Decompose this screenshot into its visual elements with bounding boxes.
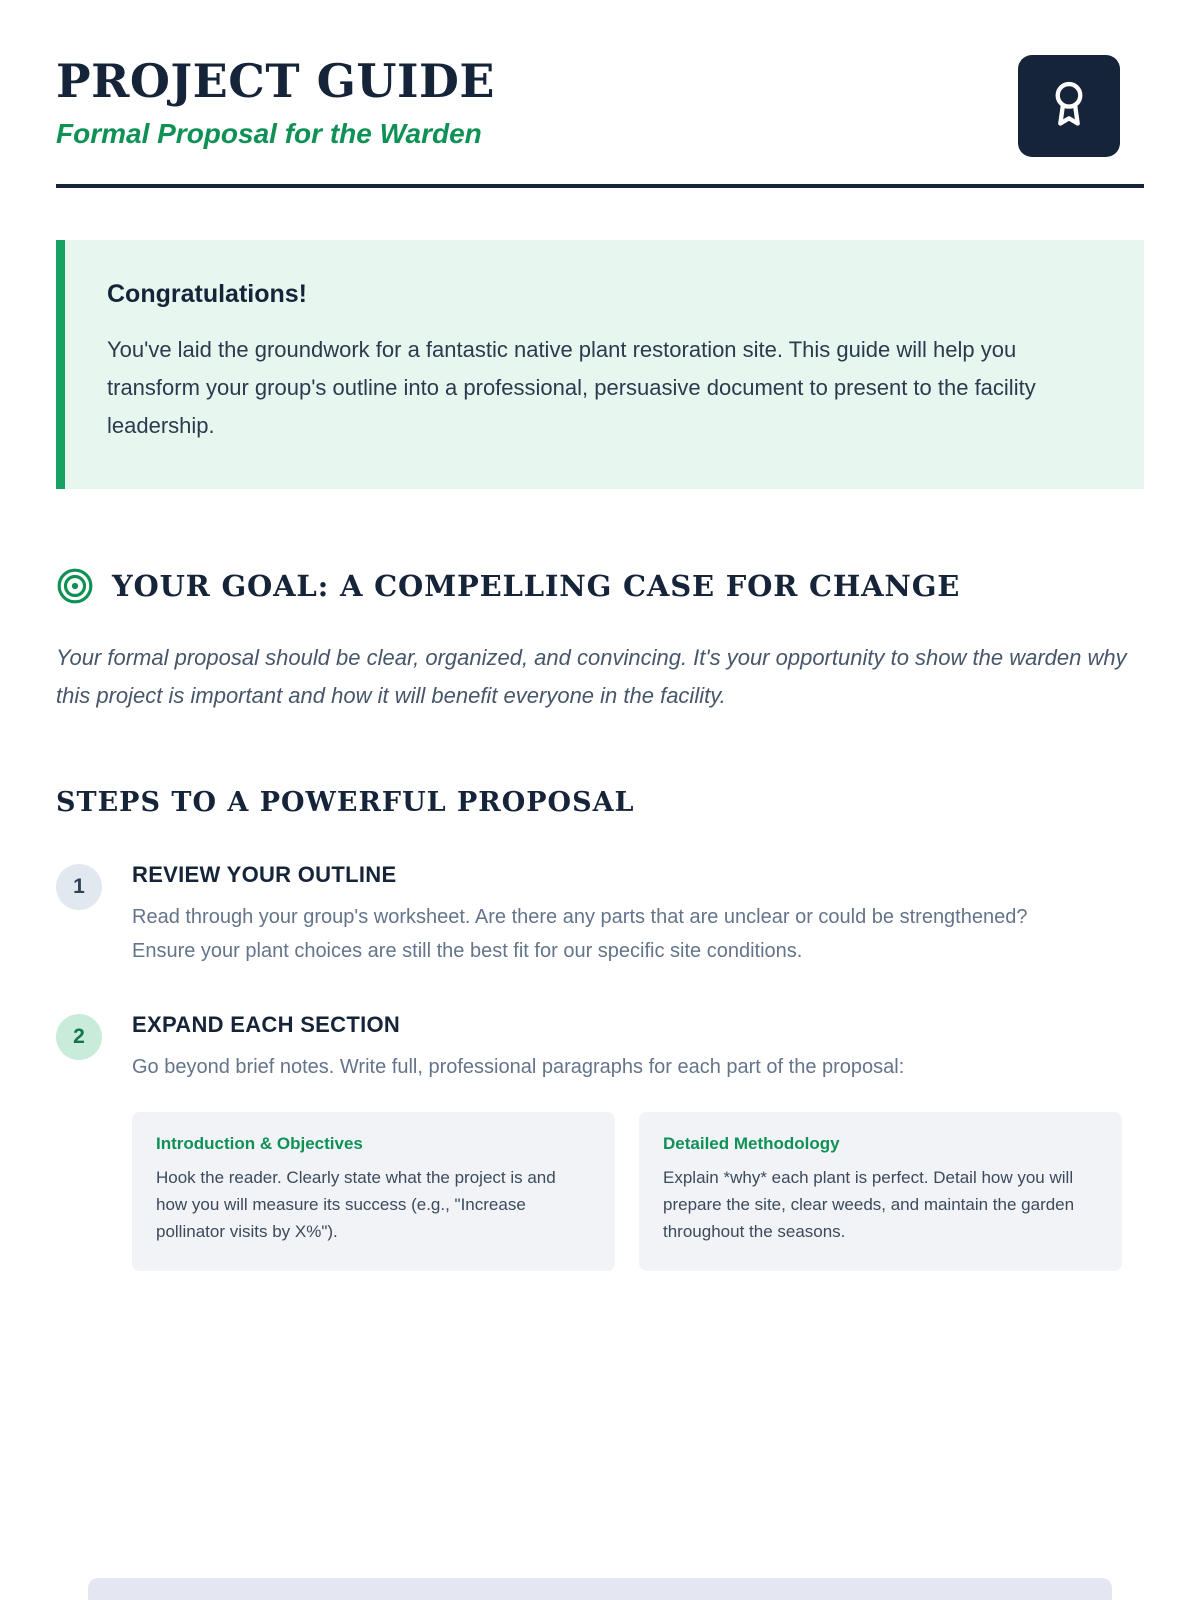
goal-section-heading bbox=[56, 567, 1144, 605]
step-2-title: EXPAND EACH SECTION bbox=[132, 1011, 401, 1037]
step-2-content bbox=[132, 1012, 1144, 1271]
page-subtitle: Formal Proposal for the Warden bbox=[56, 117, 482, 149]
goal-heading-text: YOUR GOAL: A COMPELLING CASE FOR CHANGE bbox=[112, 568, 961, 603]
card-body: Explain *why* each plant is perfect. Detail how you will prepare the site, clear weeds, and maintain the garden throughout the seasons. bbox=[663, 1167, 1075, 1241]
page-title: PROJECT GUIDE bbox=[56, 54, 495, 108]
step-1 bbox=[56, 862, 1144, 968]
card-detailed-methodology bbox=[639, 1112, 1122, 1271]
section-cards bbox=[132, 1112, 1122, 1271]
step-2-number: 2 bbox=[56, 1014, 102, 1060]
step-1-title: REVIEW YOUR OUTLINE bbox=[132, 861, 397, 887]
congratulations-callout bbox=[56, 240, 1144, 489]
next-section-partial bbox=[88, 1578, 1112, 1600]
award-badge bbox=[1018, 55, 1120, 157]
step-2-body: Go beyond brief notes. Write full, professional paragraphs for each part of the proposal: bbox=[132, 1055, 905, 1078]
card-title: Introduction & Objectives bbox=[156, 1133, 363, 1153]
header bbox=[56, 55, 1144, 188]
callout-title: Congratulations! bbox=[107, 279, 307, 308]
step-1-number: 1 bbox=[56, 864, 102, 910]
card-title: Detailed Methodology bbox=[663, 1133, 840, 1153]
award-ribbon-icon bbox=[1043, 78, 1095, 135]
card-introduction-objectives bbox=[132, 1112, 615, 1271]
callout-body: You've laid the groundwork for a fantastic native plant restoration site. This guide will help you transform your group's outline into a professional, persuasive document to present to the facility leadership. bbox=[107, 336, 1036, 438]
target-icon bbox=[56, 567, 94, 605]
step-1-body: Read through your group's worksheet. Are there any parts that are unclear or could be strengthened? Ensure your plant choices are still the best fit for our specific site conditions. bbox=[132, 905, 1028, 962]
step-2 bbox=[56, 1012, 1144, 1271]
header-divider bbox=[56, 184, 1144, 188]
goal-body: Your formal proposal should be clear, organized, and convincing. It's your opportunity to show the warden why this project is important and how it will benefit everyone in the facility. bbox=[56, 644, 1127, 708]
steps-heading: STEPS TO A POWERFUL PROPOSAL bbox=[56, 786, 635, 818]
card-body: Hook the reader. Clearly state what the project is and how you will measure its success (e.g., "Increase pollinator visits by X%"). bbox=[156, 1167, 556, 1241]
step-1-content bbox=[132, 862, 1144, 968]
